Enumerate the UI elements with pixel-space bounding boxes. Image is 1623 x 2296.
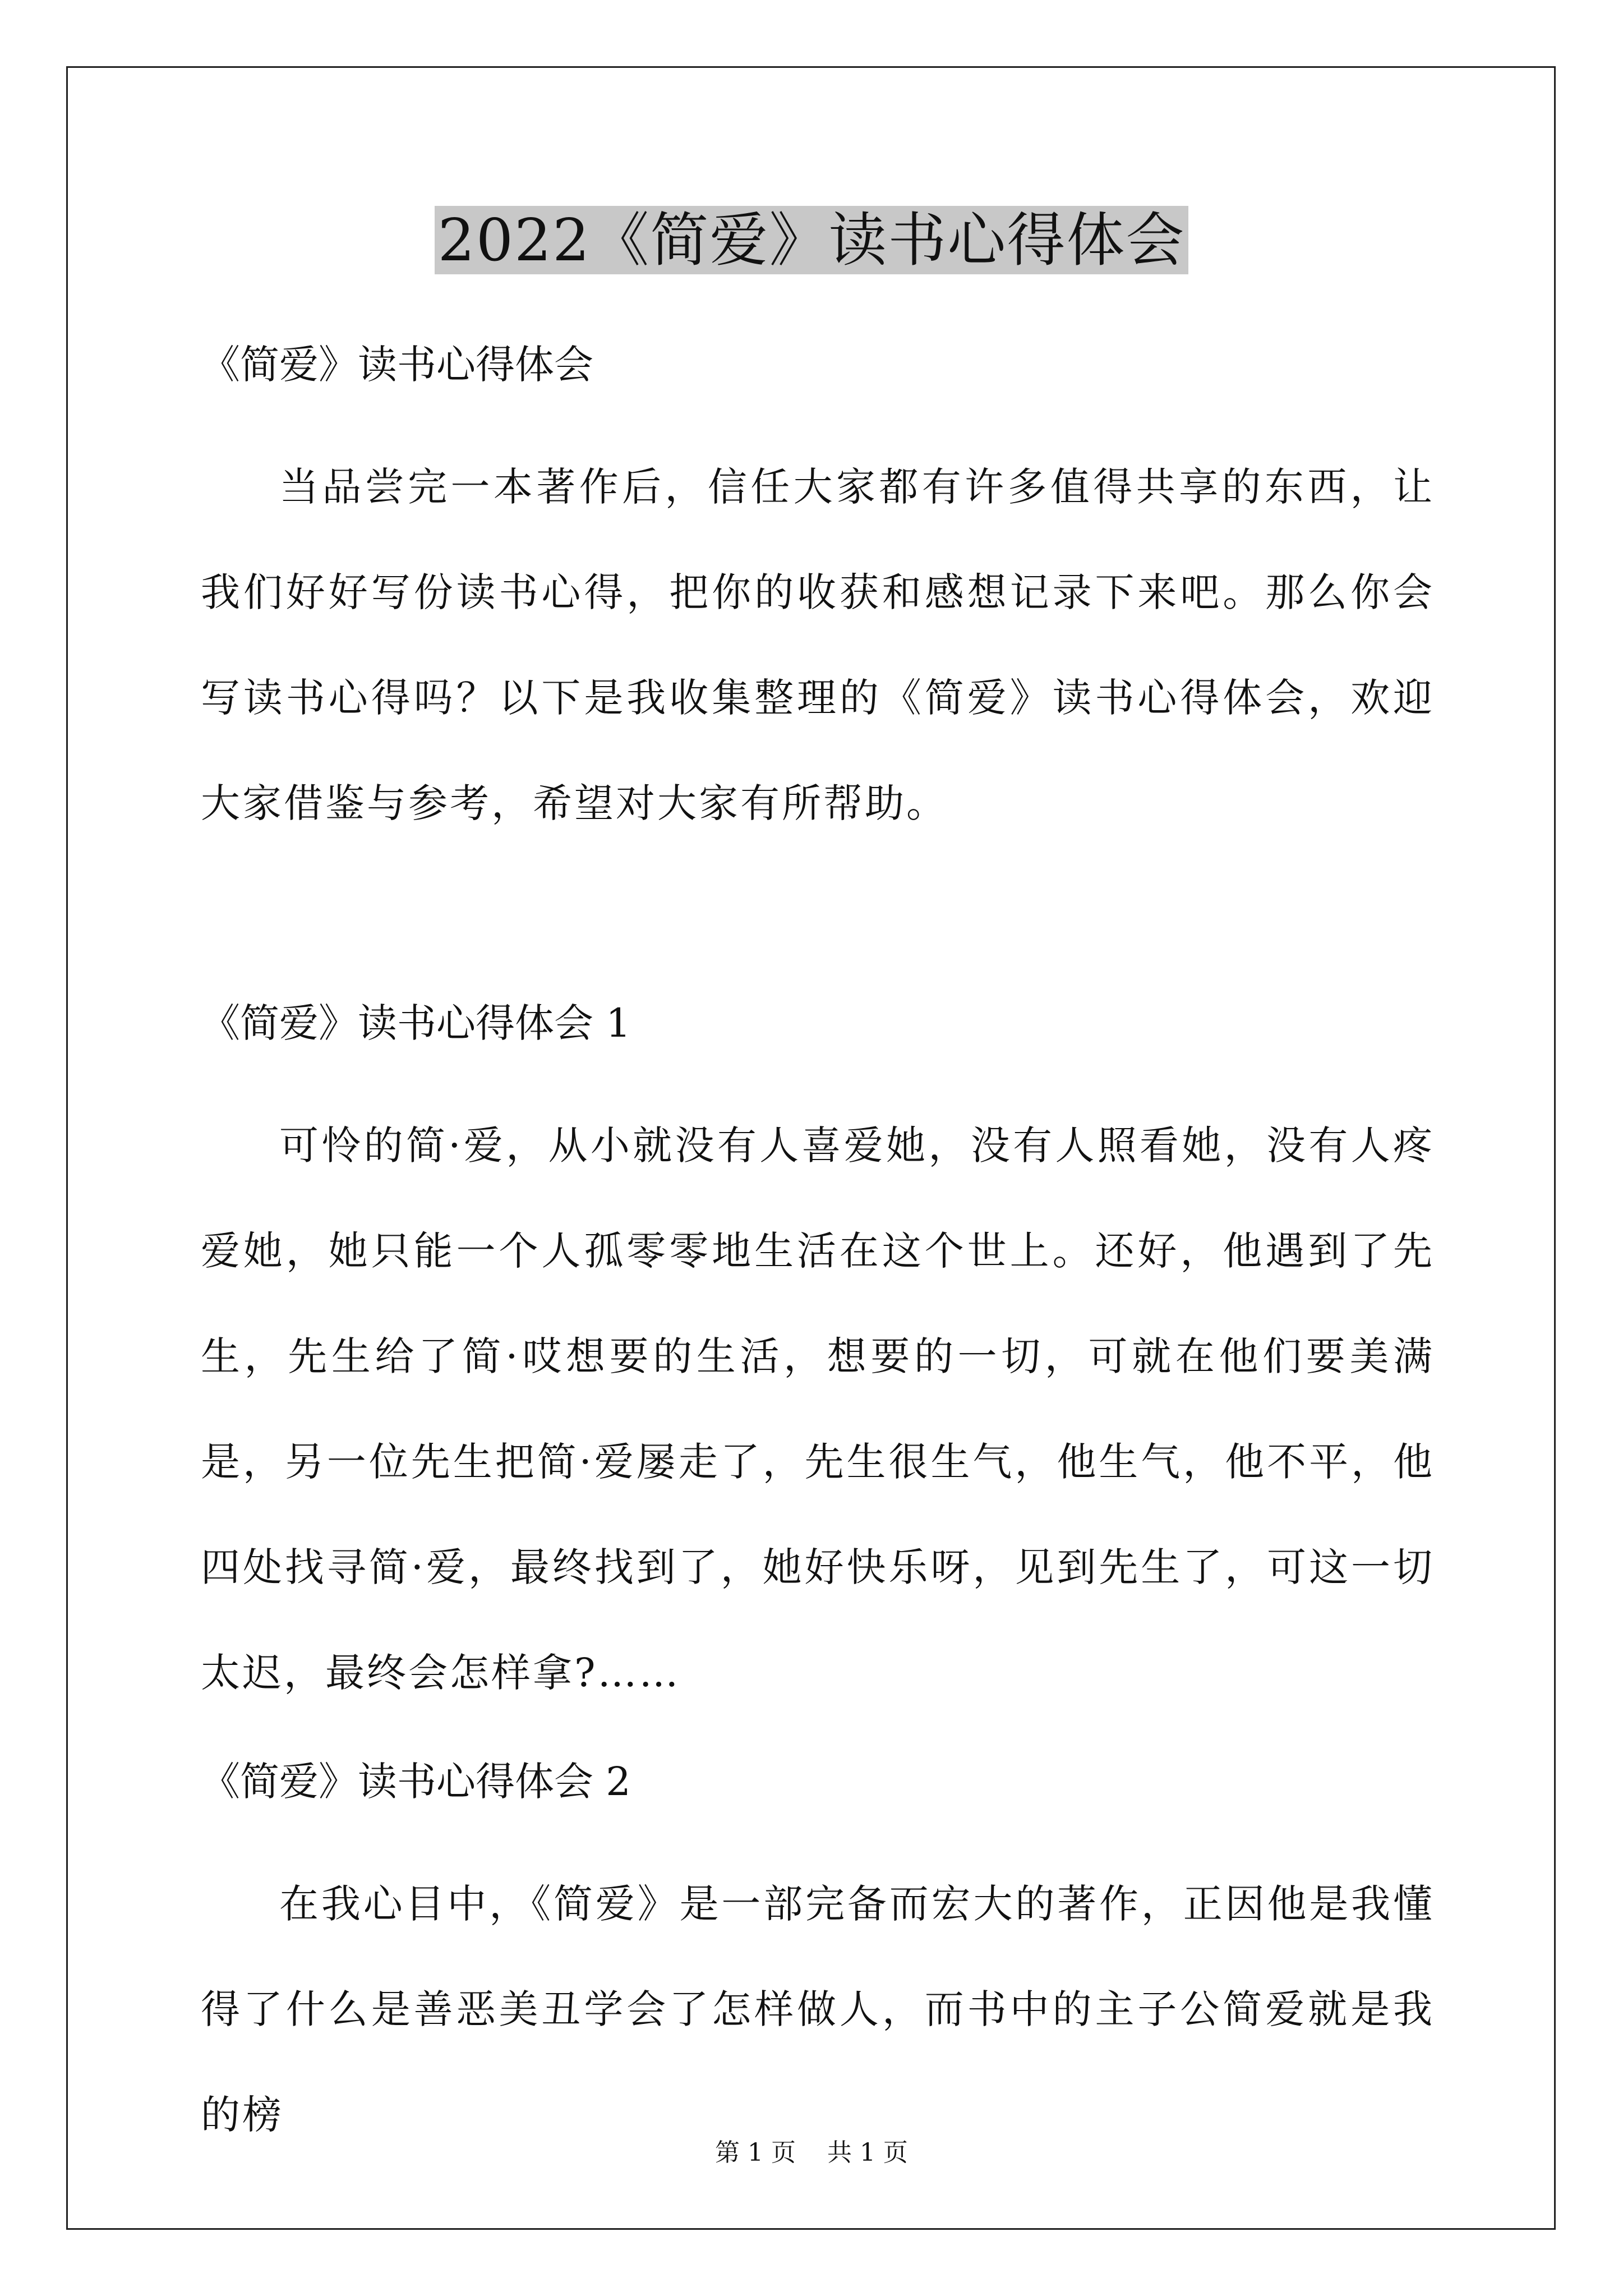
document-body (201, 331, 1435, 2168)
page-footer: 第 1 页 共 1 页 (715, 2138, 908, 2167)
section-paragraph: 当品尝完一本著作后，信任大家都有许多值得共享的东西，让我们好好写份读书心得，把你的收获和感想记录下来吧。那么你会写读书心得吗？以下是我收集整理的《简爱》读书心得体会，欢迎大家借鉴与参考，希望对大家有所帮助。 (201, 464, 1435, 826)
section-paragraph: 在我心目中，《简爱》是一部完备而宏大的著作，正因他是我懂得了什么是善恶美丑学会了怎样做人，而书中的主子公简爱就是我的榜 (201, 1881, 1435, 2138)
section-paragraph: 可怜的简·爱，从小就没有人喜爱她，没有人照看她，没有人疼爱她，她只能一个人孤零零地生活在这个世上。还好，他遇到了先生，先生给了简·哎想要的生活，想要的一切，可就在他们要美满是，另一位先生把简·爱屡走了，先生很生气，他生气，他不平，他四处找寻简·爱，最终找到了，她好快乐呀，见到先生了，可这一切太迟，最终会怎样拿?…… (201, 1122, 1435, 1696)
section-heading: 《简爱》读书心得体会 2 (201, 1759, 631, 1805)
document-title (0, 201, 1623, 279)
section-heading: 《简爱》读书心得体会 1 (201, 1000, 631, 1046)
section-heading: 《简爱》读书心得体会 (201, 342, 593, 388)
document-title-text: 2022《简爱》读书心得体会 (435, 206, 1189, 274)
